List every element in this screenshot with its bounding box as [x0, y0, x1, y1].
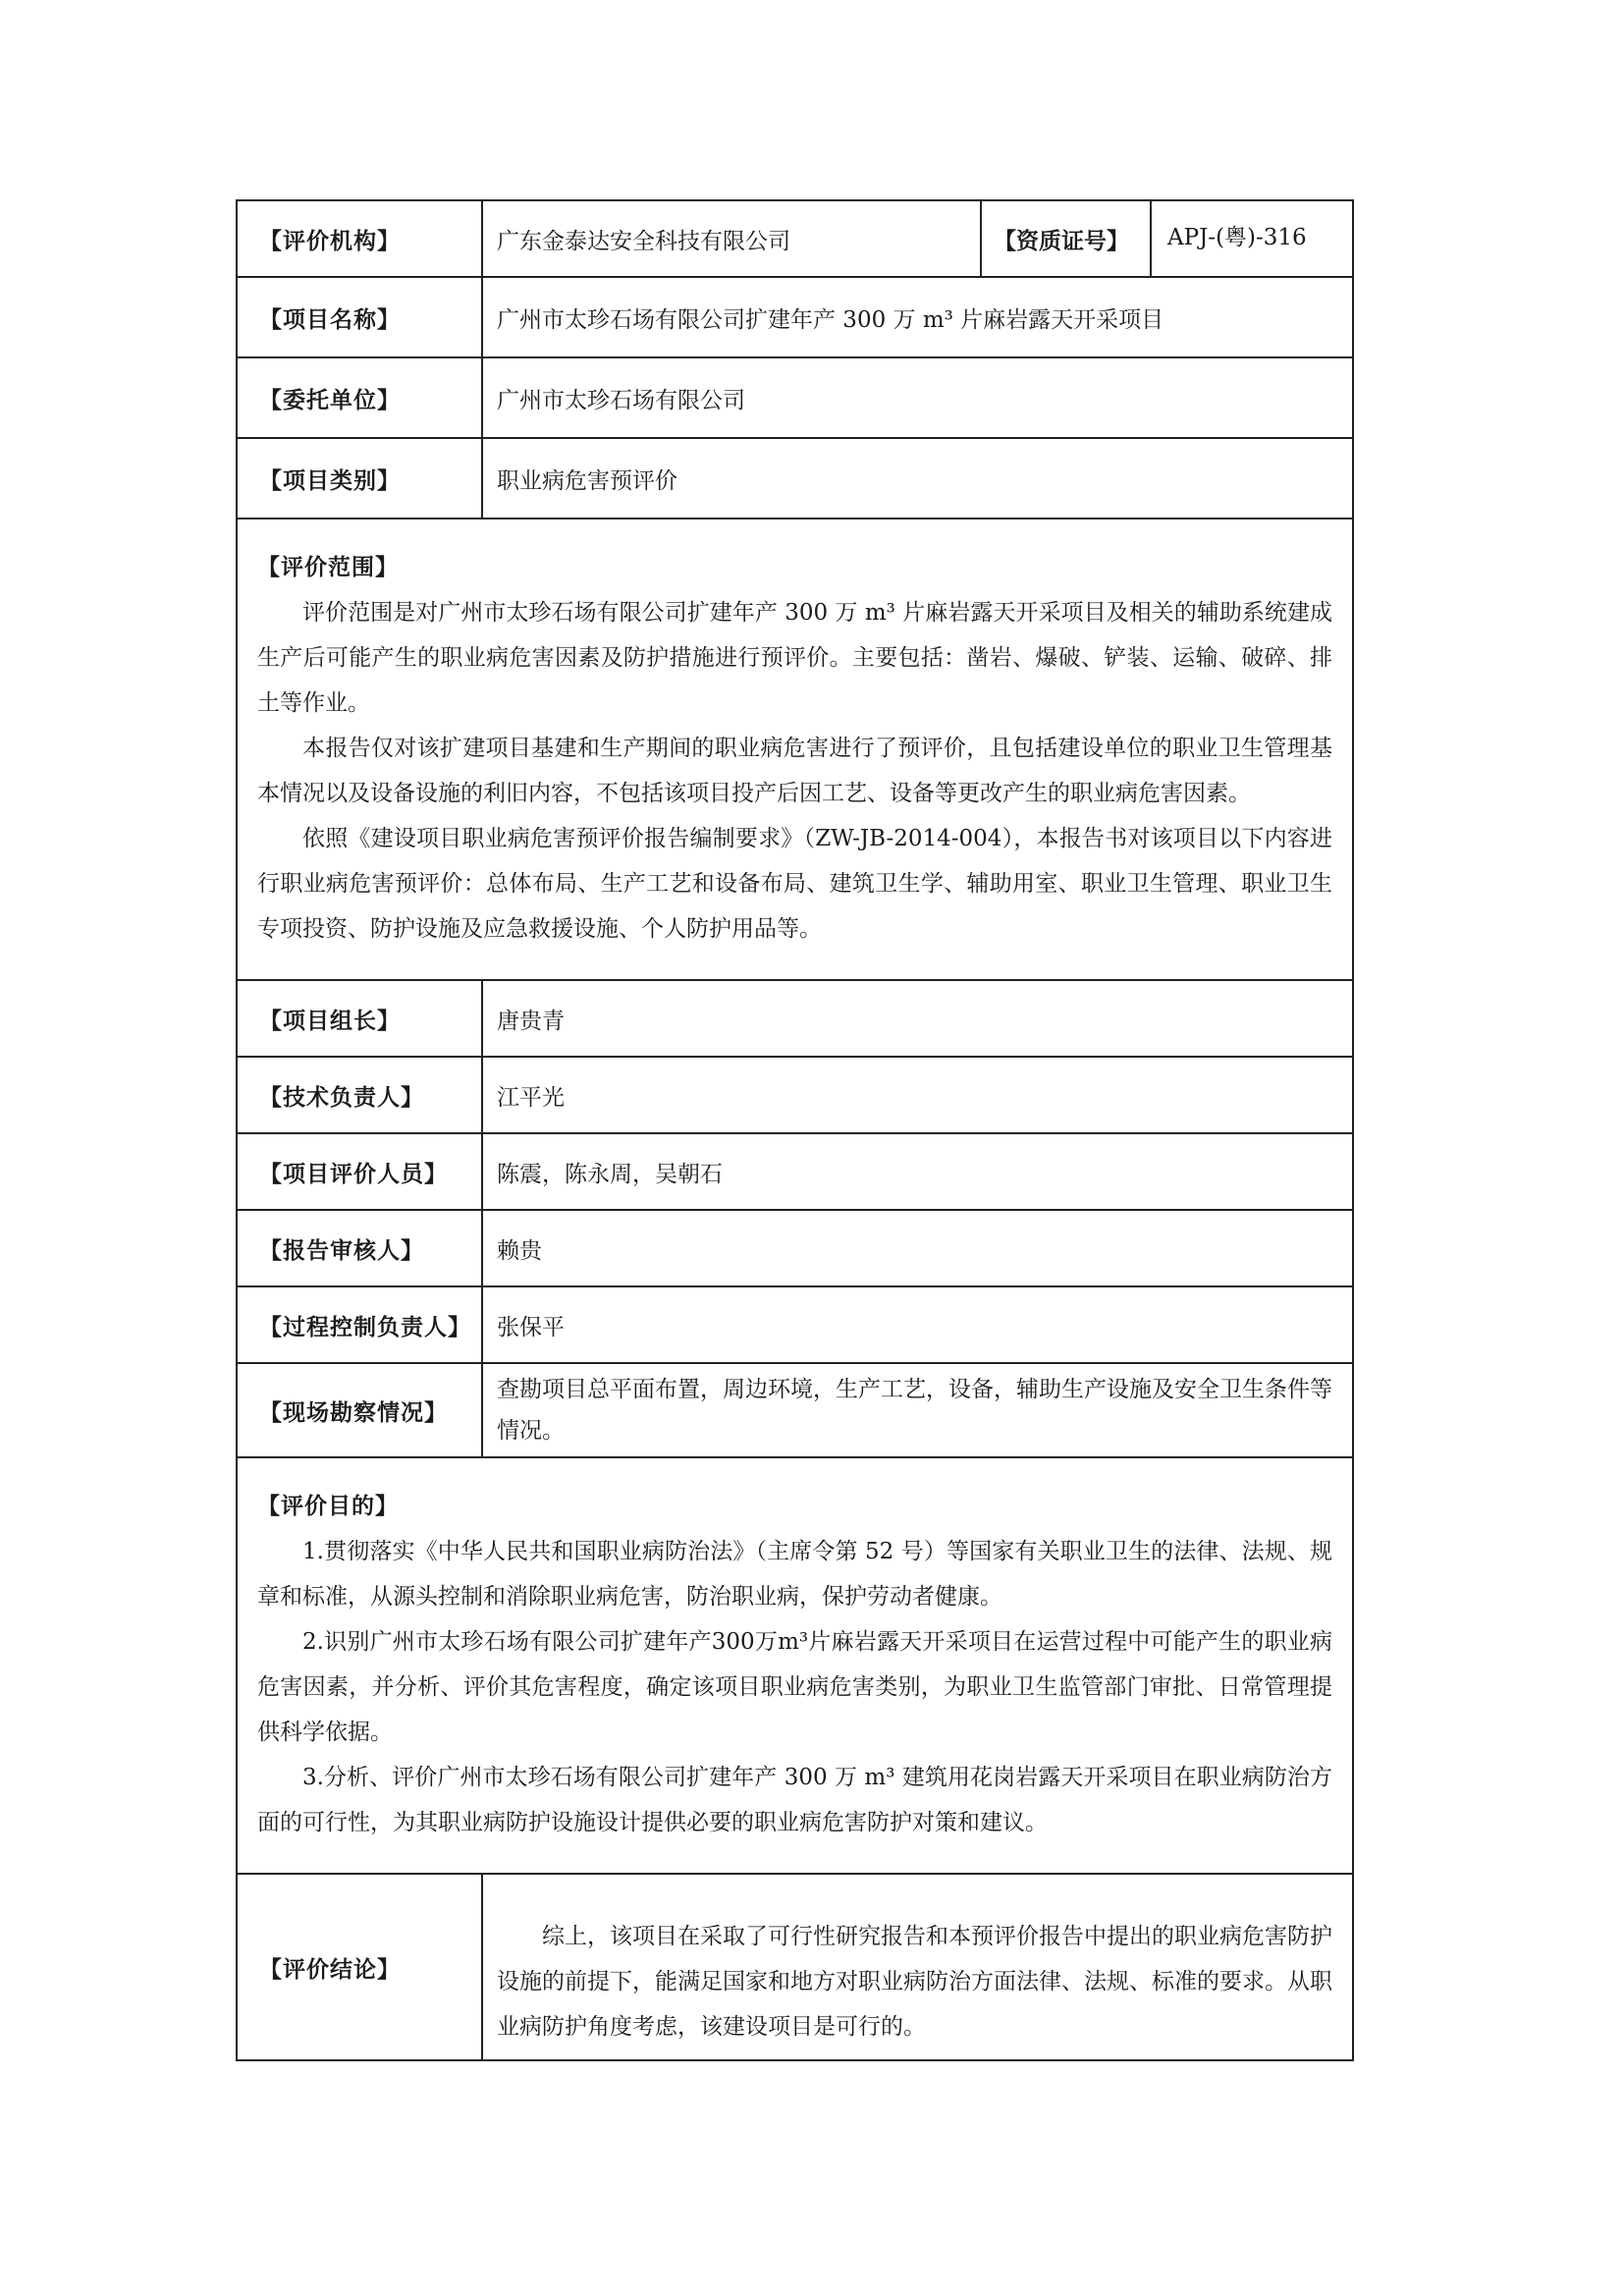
purpose-block [238, 1458, 1352, 1873]
purpose-paragraph: 1.贯彻落实《中华人民共和国职业病防治法》（主席令第 52 号）等国家有关职业卫生的法律、法规、规章和标准，从源头控制和消除职业病危害，防治职业病，保护劳动者健康。 [257, 1539, 1332, 1610]
reviewer-value: 赖贵 [497, 1237, 542, 1264]
process-row [238, 1287, 1352, 1364]
org-value: 广东金泰达安全科技有限公司 [497, 228, 790, 254]
conclusion-value [483, 1875, 1352, 2059]
project-label: 【项目名称】 [238, 278, 483, 356]
scope-paragraph: 本报告仅对该扩建项目基建和生产期间的职业病危害进行了预评价，且包括建设单位的职业卫生管理基本情况以及设备设施的利旧内容，不包括该项目投产后因工艺、设备等更改产生的职业病危害因素。 [257, 736, 1332, 806]
type-value: 职业病危害预评价 [497, 467, 677, 494]
client-label: 【委托单位】 [238, 358, 483, 437]
scope-paragraph: 依照《建设项目职业病危害预评价报告编制要求》（ZW-JB-2014-004），本报告书对该项目以下内容进行职业病危害预评价：总体布局、生产工艺和设备布局、建筑卫生学、辅助用室、职业卫生管理、职业卫生专项投资、防护设施及应急救援设施、个人防护用品等。 [257, 826, 1332, 942]
tech-row [238, 1058, 1352, 1134]
conclusion-label: 【评价结论】 [238, 1875, 483, 2059]
cert-label: 【资质证号】 [980, 201, 1152, 276]
scope-block [238, 519, 1352, 979]
client-row [238, 358, 1352, 439]
purpose-heading: 【评价目的】 [257, 1493, 399, 1519]
project-row [238, 278, 1352, 358]
reviewer-label: 【报告审核人】 [238, 1211, 483, 1285]
type-label: 【项目类别】 [238, 439, 483, 518]
survey-value: 查勘项目总平面布置，周边环境，生产工艺，设备，辅助生产设施及安全卫生条件等情况。 [497, 1377, 1332, 1444]
survey-label: 【现场勘察情况】 [238, 1364, 483, 1456]
leader-label: 【项目组长】 [238, 981, 483, 1056]
org-label: 【评价机构】 [238, 201, 483, 276]
purpose-row [238, 1458, 1352, 1875]
org-row [238, 201, 1352, 278]
conclusion-row [238, 1875, 1352, 2059]
scope-row [238, 519, 1352, 981]
scope-heading: 【评价范围】 [257, 554, 399, 580]
evaluation-summary-table [236, 199, 1354, 2061]
evaluators-label: 【项目评价人员】 [238, 1134, 483, 1209]
process-label: 【过程控制负责人】 [238, 1287, 483, 1362]
reviewer-row [238, 1211, 1352, 1287]
tech-label: 【技术负责人】 [238, 1058, 483, 1132]
evaluators-row [238, 1134, 1352, 1211]
tech-value: 江平光 [497, 1084, 565, 1111]
type-row [238, 439, 1352, 519]
evaluators-value: 陈震，陈永周，吴朝石 [497, 1161, 723, 1187]
conclusion-text: 综上，该项目在采取了可行性研究报告和本预评价报告中提出的职业病危害防护设施的前提下，能满足国家和地方对职业病防治方面法律、法规、标准的要求。从职业病防护角度考虑，该建设项目是可行的。 [497, 1924, 1332, 2040]
leader-row [238, 981, 1352, 1058]
project-value: 广州市太珍石场有限公司扩建年产 300 万 m³ 片麻岩露天开采项目 [497, 306, 1164, 333]
purpose-paragraph: 3.分析、评价广州市太珍石场有限公司扩建年产 300 万 m³ 建筑用花岗岩露天开采项目在职业病防治方面的可行性，为其职业病防护设施设计提供必要的职业病危害防护对策和建议。 [257, 1765, 1332, 1835]
cert-value: APJ-(粤)-316 [1167, 225, 1307, 250]
process-value: 张保平 [497, 1314, 565, 1340]
survey-row [238, 1364, 1352, 1458]
client-value: 广州市太珍石场有限公司 [497, 387, 745, 413]
leader-value: 唐贵青 [497, 1008, 565, 1034]
scope-paragraph: 评价范围是对广州市太珍石场有限公司扩建年产 300 万 m³ 片麻岩露天开采项目及相关的辅助系统建成生产后可能产生的职业病危害因素及防护措施进行预评价。主要包括：凿岩、爆破、铲装、运输、破碎、排土等作业。 [257, 600, 1332, 716]
purpose-paragraph: 2.识别广州市太珍石场有限公司扩建年产300万m³片麻岩露天开采项目在运营过程中可能产生的职业病危害因素，并分析、评价其危害程度，确定该项目职业病危害类别，为职业卫生监管部门审批、日常管理提供科学依据。 [257, 1629, 1332, 1745]
